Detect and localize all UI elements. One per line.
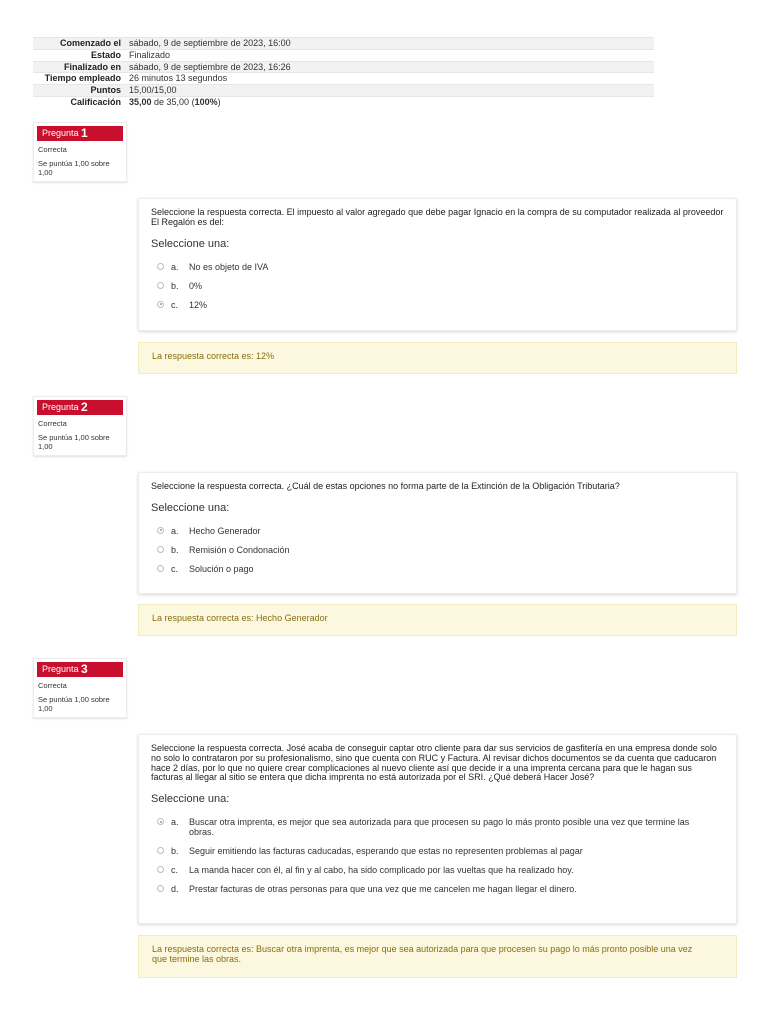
question-text: Seleccione la respuesta correcta. José acaba de conseguir captar otro cliente para dar sus servicios de gasfitería en una empresa donde solo no solo lo contrataron por su profesionalismo, sino que cuenta con RUC y Factura. Al revisar dichos documentos se da cuenta que caducaron hace 2 días, por lo que no quiere crear complicaciones al nuevo cliente así que decide ir a una imprenta cercana para que le hagan sus facturas al llegar al sitio se entera que dicha imprenta no está autorizada por el SRI. ¿Qué deberá Hacer José? xyxy=(151,743,717,783)
radio-button[interactable] xyxy=(157,565,164,572)
answer-options xyxy=(151,817,724,894)
summary-row-started xyxy=(33,38,654,50)
question-label: Pregunta xyxy=(42,664,79,674)
option-text: Remisión o Condonación xyxy=(189,544,290,555)
answer-option-b[interactable] xyxy=(151,846,724,856)
option-text: Hecho Generador xyxy=(189,525,261,536)
question-info-3 xyxy=(33,658,127,718)
grade-value: 35,00 xyxy=(129,96,152,107)
attempt-summary-table xyxy=(33,37,654,108)
option-text: Seguir emitiendo las facturas caducadas, esperando que estas no representen problemas al pagar xyxy=(189,846,583,857)
option-text: Buscar otra imprenta, es mejor que sea autorizada para que procesen su pago lo más pronto posible una vez que termine las obras. xyxy=(189,817,690,838)
option-letter: b. xyxy=(171,544,179,555)
summary-row-points xyxy=(33,85,654,97)
answer-option-c[interactable] xyxy=(151,564,724,574)
option-text: Solución o pago xyxy=(189,563,254,574)
grade-total: de 35,00 ( xyxy=(151,96,195,107)
question-label: Pregunta xyxy=(42,128,79,138)
answer-option-b[interactable] xyxy=(151,545,724,555)
radio-button[interactable] xyxy=(157,263,164,270)
option-text: Prestar facturas de otras personas para que una vez que me cancelen me hagan llegar el dinero. xyxy=(189,884,577,895)
option-text: 0% xyxy=(189,280,203,291)
question-grade: Se puntúa 1,00 sobre 1,00 xyxy=(38,695,110,713)
question-text: Seleccione la respuesta correcta. ¿Cuál de estas opciones no forma parte de la Extinción de la Obligación Tributaria? xyxy=(151,481,620,491)
grade-percent: 100% xyxy=(194,96,218,107)
answer-option-b[interactable] xyxy=(151,281,724,291)
radio-button[interactable] xyxy=(157,282,164,289)
question-state: Correcta xyxy=(38,419,67,428)
summary-value: Finalizado xyxy=(125,49,654,61)
question-card-1 xyxy=(138,198,737,331)
answer-option-c[interactable] xyxy=(151,865,724,875)
answer-prompt: Seleccione una: xyxy=(151,793,230,806)
summary-row-grade xyxy=(33,96,654,107)
summary-label: Calificación xyxy=(33,96,125,107)
question-number-badge xyxy=(37,126,123,141)
summary-value: sábado, 9 de septiembre de 2023, 16:26 xyxy=(125,61,654,73)
question-number: 2 xyxy=(81,400,88,414)
option-letter: c. xyxy=(171,563,179,574)
answer-prompt: Seleccione una: xyxy=(151,501,230,514)
grade-close: ) xyxy=(217,96,221,107)
question-number: 1 xyxy=(81,126,88,140)
answer-options xyxy=(151,526,724,574)
answer-options xyxy=(151,262,724,310)
question-number-badge xyxy=(37,662,123,677)
question-card-2 xyxy=(138,472,737,594)
summary-value: sábado, 9 de septiembre de 2023, 16:00 xyxy=(125,38,654,50)
question-info-2 xyxy=(33,396,127,456)
option-letter: d. xyxy=(171,884,179,895)
answer-option-a[interactable] xyxy=(151,526,724,536)
radio-button[interactable] xyxy=(157,546,164,553)
option-letter: a. xyxy=(171,817,179,828)
radio-button-selected[interactable] xyxy=(157,301,164,308)
option-letter: a. xyxy=(171,261,179,272)
option-letter: b. xyxy=(171,280,179,291)
summary-value: 26 minutos 13 segundos xyxy=(125,73,654,85)
summary-label: Tiempo empleado xyxy=(33,73,125,85)
question-info-1 xyxy=(33,122,127,182)
question-number: 3 xyxy=(81,662,88,676)
question-card-3 xyxy=(138,734,737,924)
question-grade: Se puntúa 1,00 sobre 1,00 xyxy=(38,433,110,451)
question-number-badge xyxy=(37,400,123,415)
option-letter: a. xyxy=(171,525,179,536)
summary-label: Estado xyxy=(33,49,125,61)
summary-value xyxy=(125,96,654,107)
summary-row-finished xyxy=(33,61,654,73)
question-grade: Se puntúa 1,00 sobre 1,00 xyxy=(38,159,110,177)
radio-button[interactable] xyxy=(157,847,164,854)
summary-label: Comenzado el xyxy=(33,38,125,50)
question-label: Pregunta xyxy=(42,402,79,412)
summary-value: 15,00/15,00 xyxy=(125,85,654,97)
correct-answer-feedback: La respuesta correcta es: 12% xyxy=(138,342,737,374)
option-text: La manda hacer con él, al fin y al cabo, ha sido complicado por las vueltas que ha realizado hoy. xyxy=(189,865,574,876)
answer-option-d[interactable] xyxy=(151,884,724,894)
answer-option-c[interactable] xyxy=(151,300,724,310)
option-letter: c. xyxy=(171,865,179,876)
option-letter: b. xyxy=(171,846,179,857)
radio-button[interactable] xyxy=(157,866,164,873)
question-state: Correcta xyxy=(38,145,67,154)
option-text: No es objeto de IVA xyxy=(189,261,269,272)
summary-label: Puntos xyxy=(33,85,125,97)
correct-answer-feedback: La respuesta correcta es: Hecho Generador xyxy=(138,604,737,636)
summary-row-state xyxy=(33,49,654,61)
option-text: 12% xyxy=(189,299,208,310)
answer-option-a[interactable] xyxy=(151,262,724,272)
question-text: Seleccione la respuesta correcta. El impuesto al valor agregado que debe pagar Ignacio en la compra de su computador realizada al proveedor El Regalón es del: xyxy=(151,207,724,227)
radio-button[interactable] xyxy=(157,885,164,892)
answer-option-a[interactable] xyxy=(151,817,724,837)
question-state: Correcta xyxy=(38,681,67,690)
summary-label: Finalizado en xyxy=(33,61,125,73)
answer-prompt: Seleccione una: xyxy=(151,237,230,250)
radio-button-selected[interactable] xyxy=(157,527,164,534)
option-letter: c. xyxy=(171,299,179,310)
summary-row-time-taken xyxy=(33,73,654,85)
radio-button-selected[interactable] xyxy=(157,818,164,825)
correct-answer-feedback: La respuesta correcta es: Buscar otra imprenta, es mejor que sea autorizada para que procesen su pago lo más pronto posible una vez que termine las obras. xyxy=(138,935,737,978)
